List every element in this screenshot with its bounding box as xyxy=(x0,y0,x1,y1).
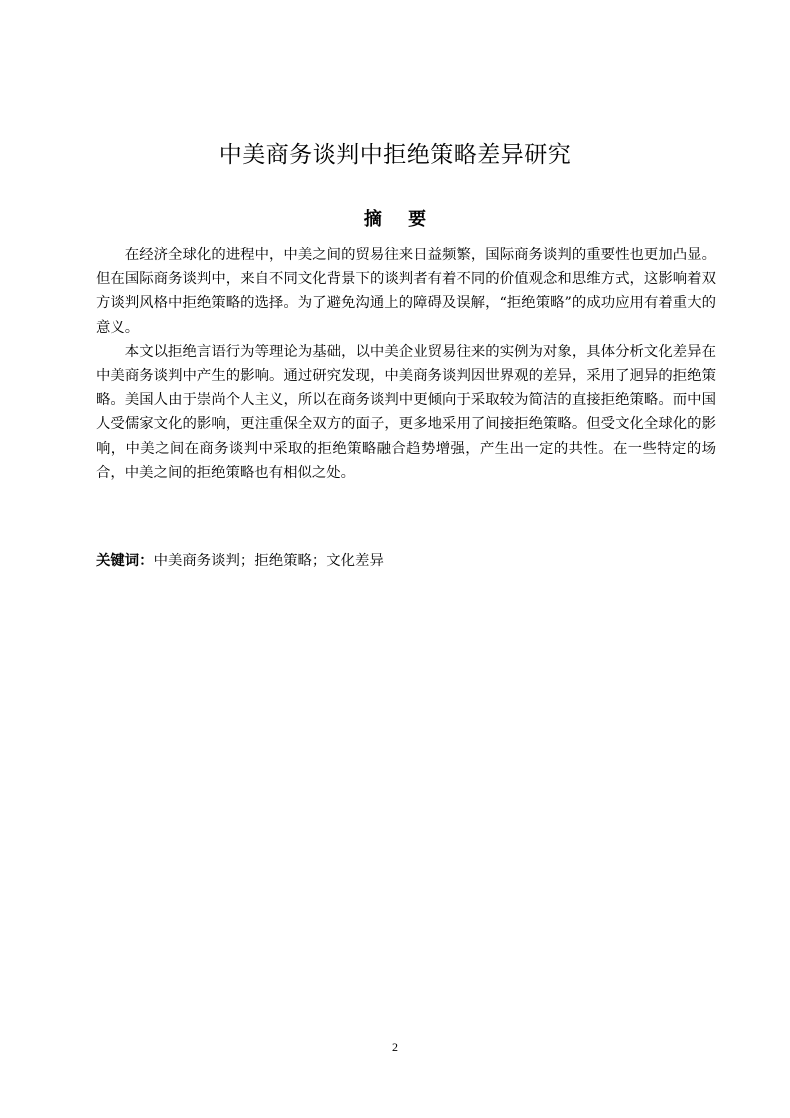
keywords-label: 关键词： xyxy=(96,553,154,569)
abstract-paragraph: 在经济全球化的进程中，中美之间的贸易往来日益频繁，国际商务谈判的重要性也更加凸显。但在国际商务谈判中，来自不同文化背景下的谈判者有着不同的价值观念和思维方式，这影响着双方谈判风格中拒绝策略的选择。为了避免沟通上的障碍及误解，“拒绝策略”的成功应用有着重大的意义。 xyxy=(96,247,716,336)
page-title: 中美商务谈判中拒绝策略差异研究 xyxy=(218,142,572,169)
keywords-text: 中美商务谈判；拒绝策略；文化差异 xyxy=(153,553,384,569)
keywords-line xyxy=(96,549,716,573)
abstract-heading: 摘 要 xyxy=(363,209,437,230)
abstract-paragraph: 本文以拒绝言语行为等理论为基础，以中美企业贸易往来的实例为对象，具体分析文化差异在中美商务谈判中产生的影响。通过研究发现，中美商务谈判因世界观的差异，采用了迥异的拒绝策略。美国人由于崇尚个人主义，所以在商务谈判中更倾向于采取较为简洁的直接拒绝策略。而中国人受儒家文化的影响，更注重保全双方的面子，更多地采用了间接拒绝策略。但受文化全球化的影响，中美之间在商务谈判中采取的拒绝策略融合趋势增强，产生出一定的共性。在一些特定的场合，中美之间的拒绝策略也有相似之处。 xyxy=(96,343,716,481)
page-number: 2 xyxy=(392,1040,398,1054)
abstract-body xyxy=(96,243,716,485)
